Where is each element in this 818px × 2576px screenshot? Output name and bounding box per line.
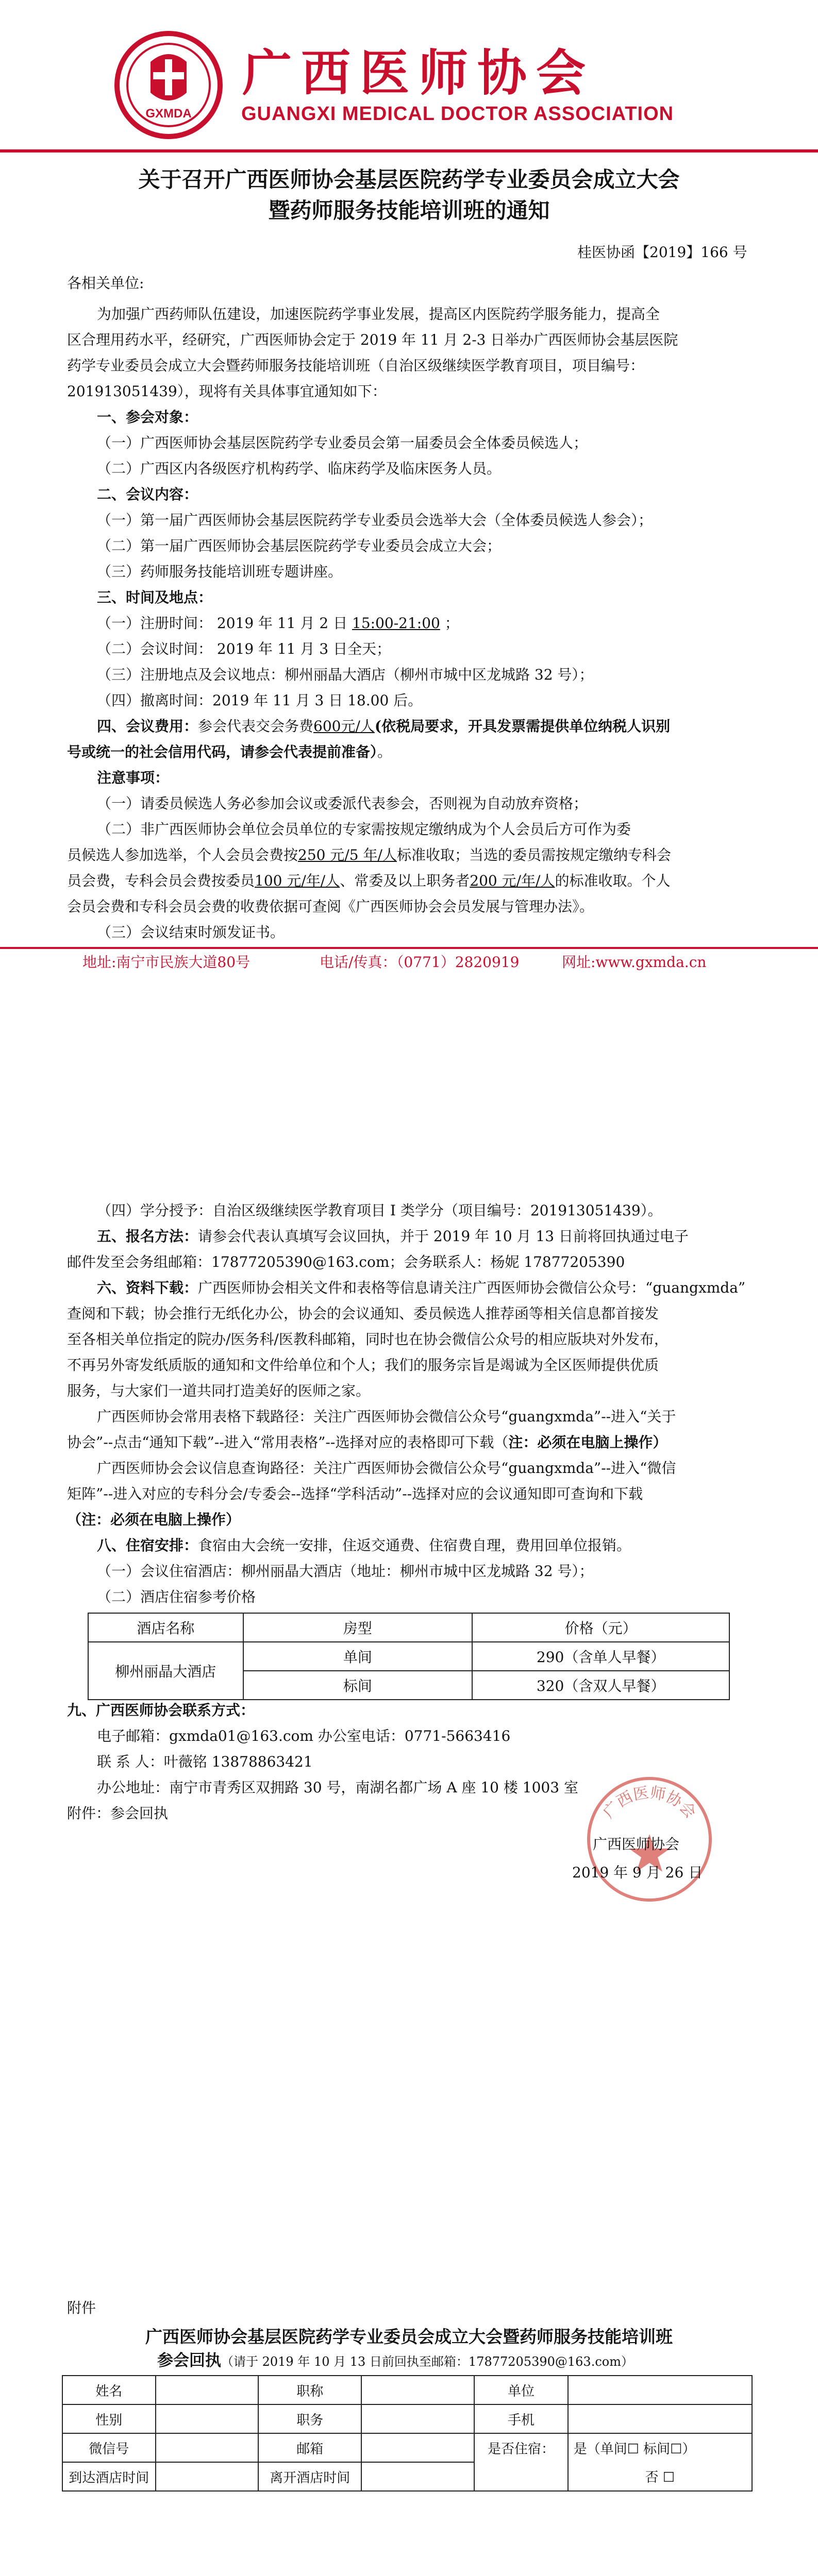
form-label: 手机 (474, 2404, 567, 2433)
table-row (62, 2376, 752, 2404)
fee-period: 。 (377, 743, 392, 760)
org-name-cn: 广西医师协会 (242, 44, 595, 102)
meeting-info-path-line2: 矩阵”--进入对应的专科分会/专委会--选择“学科活动”--选择对应的会议通知即可查询和下载 (67, 1485, 643, 1502)
table-header-cell: 房型 (243, 1613, 473, 1642)
hotel-price-caption: （二）酒店住宿参考价格 (97, 1588, 256, 1605)
footer-address: 地址:南宁市民族大道80号 (82, 954, 251, 971)
table-row (62, 2462, 752, 2491)
section-accommodation-heading: 八、住宿安排： (97, 1537, 198, 1554)
mobile-field[interactable] (568, 2404, 752, 2433)
content-item: （一）第一届广西医师协会基层医院药学专业委员会选举大会（全体委员候选人参会）； (97, 512, 653, 529)
doc-number: 桂医协函【2019】166 号 (577, 244, 747, 261)
fee-text: 参会代表交会务费 (198, 718, 314, 735)
intro-line: 201913051439），现将有关具体事宜通知如下： (67, 383, 387, 400)
footer-website: 网址:www.gxmda.cn (562, 954, 707, 971)
greeting: 各相关单位: (67, 275, 144, 292)
forms-path-line2 (67, 1432, 667, 1453)
logo-lettering: GXMDA (145, 107, 192, 121)
notice-title-line2: 暨药师服务技能培训班的通知 (268, 198, 550, 223)
download-line: 服务，与大家们一道共同打造美好的医师之家。 (67, 1382, 371, 1399)
intro-line: 药学专业委员会成立大会暨药师服务技能培训班（自治区级继续医学教育项目，项目编号： (67, 357, 645, 374)
association-logo (114, 31, 223, 139)
fee-line2 (67, 742, 392, 762)
letterhead (0, 0, 818, 170)
table-header-cell: 价格（元） (472, 1613, 729, 1642)
stay-yes-options[interactable]: 是（单间☐ 标间☐） (568, 2433, 752, 2462)
table-row (88, 1642, 729, 1671)
reply-form-heading: 参会回执 (157, 2351, 221, 2370)
unit-field[interactable] (568, 2376, 752, 2404)
form-label: 单位 (474, 2376, 567, 2404)
meeting-time: （二）会议时间： 2019 年 11 月 3 日全天； (97, 640, 391, 657)
form-label: 到达酒店时间 (62, 2462, 156, 2491)
reply-form-table (62, 2375, 753, 2492)
form-label: 离开酒店时间 (258, 2462, 361, 2491)
member-fee: 250 元/5 年/人 (298, 846, 397, 863)
note-item-member-fee (67, 845, 671, 866)
fee-invoice-note: (依税局要求，开具发票需提供单位纳税人识别 (374, 718, 671, 735)
section-registration-heading: 五、报名方法： (97, 1228, 198, 1245)
wechat-field[interactable] (156, 2433, 259, 2462)
seal-lettering: 广西医师协会 (599, 1784, 699, 1822)
hotel-price-table (88, 1613, 730, 1700)
attachment-subtitle (157, 2350, 633, 2372)
participants-item: （一）广西医师协会基层医院药学专业委员会第一届委员会全体委员候选人； (97, 434, 588, 451)
note-text: 员候选人参加选举，个人会员会费按 (67, 846, 298, 863)
fee-line1 (97, 716, 670, 737)
section-download-heading: 六、资料下载： (97, 1279, 198, 1296)
standing-committee-fee: 200 元/年/人 (470, 872, 555, 889)
form-label: 微信号 (62, 2433, 156, 2462)
form-label: 职务 (258, 2404, 361, 2433)
table-row (62, 2433, 752, 2462)
intro-line: 为加强广西药师队伍建设，加速医院药学事业发展，提高区内医院药学服务能力，提高全 (97, 306, 660, 323)
departure-time-field[interactable] (361, 2462, 474, 2491)
credit-award: （四）学分授予：自治区级继续医学教育项目 I 类学分（项目编号：201913051439）。 (97, 1202, 662, 1219)
fee-invoice-note-cont: 号或统一的社会信用代码，请参会代表提前准备） (67, 743, 378, 760)
registration-line2: 邮件发至会务组邮箱：17877205390@163.com；会务联系人：杨妮 17877205390 (67, 1253, 625, 1270)
content-item: （三）药师服务技能培训班专题讲座。 (97, 563, 343, 580)
hotel-info: （一）会议住宿酒店：柳州丽晶大酒店（地址：柳州市城中区龙城路 32 号）； (97, 1563, 594, 1580)
download-line1 (97, 1278, 745, 1298)
header-rule (0, 149, 818, 152)
accommodation-text: 食宿由大会统一安排，住返交通费、住宿费自理，费用回单位报销。 (198, 1537, 631, 1554)
intro-line: 区合理用药水平，经研究，广西医师协会定于 2019 年 11 月 2-3 日举办广西医师协会基层医院 (67, 331, 678, 348)
meeting-info-path-note: （注：必须在电脑上操作） (67, 1511, 241, 1528)
meeting-venue: （三）注册地点及会议地点：柳州丽晶大酒店（柳州市城中区龙城路 32 号）； (97, 666, 594, 683)
download-line: 查阅和下载；协会推行无纸化办公，协会的会议通知、委员候选人推荐函等相关信息都首接发 (67, 1305, 659, 1322)
note-text: 的标准收取。个人 (555, 872, 671, 889)
email-field[interactable] (361, 2433, 474, 2462)
download-text: 广西医师协会相关文件和表格等信息请关注广西医师协会微信公众号：“guangxmda” (198, 1279, 746, 1296)
fee-amount: 600元/人 (313, 718, 375, 735)
attachment-note: 附件：参会回执 (67, 1805, 169, 1822)
table-row (62, 2404, 752, 2433)
note-text: 、常委及以上职务者 (340, 872, 470, 889)
price-cell: 320（含双人早餐） (472, 1671, 729, 1700)
price-cell: 290（含单人早餐） (472, 1642, 729, 1671)
contact-email-phone: 电子邮箱：gxmda01@163.com 办公室电话：0771-5663416 (97, 1727, 511, 1744)
form-label: 职称 (258, 2376, 361, 2404)
signing-org: 广西医师协会 (593, 1836, 680, 1853)
section-participants-heading: 一、参会对象： (97, 409, 198, 426)
form-label: 性别 (62, 2404, 156, 2433)
attachment-title: 广西医师协会基层医院药学专业委员会成立大会暨药师服务技能培训班 (145, 2327, 673, 2347)
notes-heading: 注意事项： (97, 769, 170, 786)
download-line: 至各相关单位指定的院办/医务科/医教科邮箱，同时也在协会微信公众号的相应版块对外发布， (67, 1331, 669, 1348)
note-text: 标准收取；当选的委员需按规定缴纳专科会 (396, 846, 671, 863)
table-header-row (88, 1613, 729, 1642)
registration-time (97, 613, 459, 634)
room-type-cell: 单间 (243, 1642, 473, 1671)
position-field[interactable] (361, 2404, 474, 2433)
section-fee-heading: 四、会议费用： (97, 718, 198, 735)
section-time-place-heading: 三、时间及地点： (97, 589, 213, 606)
registration-line1 (97, 1226, 689, 1247)
footer-phone: 电话/传真：（0771）2820919 (320, 954, 520, 971)
note-item: 会员会费和专科会员会费的收费依据可查阅《广西医师协会会员发展与管理办法》。 (67, 898, 594, 915)
title-field[interactable] (361, 2376, 474, 2404)
accommodation-line (97, 1535, 631, 1556)
contact-person: 联 系 人：叶薇铭 13878863421 (97, 1753, 313, 1770)
note-item-committee-fee (67, 871, 670, 891)
stay-no-option[interactable]: 否 ☐ (568, 2462, 752, 2491)
form-label: 邮箱 (258, 2433, 361, 2462)
note-item: （三）会议结束时颁发证书。 (97, 924, 285, 941)
content-item: （二）第一届广西医师协会基层医院药学专业委员会成立大会； (97, 537, 502, 554)
footer-rule (0, 947, 818, 949)
contact-address: 办公地址：南宁市青秀区双拥路 30 号，南湖名都广场 A 座 10 楼 1003 室 (97, 1779, 578, 1796)
signing-date: 2019 年 9 月 26 日 (572, 1864, 703, 1881)
section-contact-heading: 九、广西医师协会联系方式： (67, 1702, 255, 1719)
form-label: 是否住宿： (474, 2433, 567, 2462)
registration-time-label: （一）注册时间： 2019 年 11 月 2 日 (97, 615, 353, 632)
hotel-name-cell: 柳州丽晶大酒店 (88, 1642, 243, 1700)
notice-title-line1: 关于召开广西医师协会基层医院药学专业委员会成立大会 (138, 167, 680, 192)
committee-fee: 100 元/年/人 (255, 872, 340, 889)
arrival-time-field[interactable] (156, 2462, 259, 2491)
forms-path-note: 注：必须在电脑上操作） (508, 1434, 667, 1451)
gender-field[interactable] (156, 2404, 259, 2433)
registration-time-hours: 15:00-21:00 (352, 615, 440, 632)
room-type-cell: 标间 (243, 1671, 473, 1700)
meeting-info-path-line1: 广西医师协会会议信息查询路径：关注广西医师协会微信公众号“guangxmda”--进入“微信 (97, 1460, 676, 1477)
forms-path-text: 协会”--点击“通知下载”--进入“常用表格”--选择对应的表格即可下载（ (67, 1434, 509, 1451)
name-field[interactable] (156, 2376, 259, 2404)
table-header-cell: 酒店名称 (88, 1613, 243, 1642)
form-label: 姓名 (62, 2376, 156, 2404)
attachment-label: 附件 (67, 2299, 96, 2316)
forms-path-line1: 广西医师协会常用表格下载路径：关注广西医师协会微信公众号“guangxmda”--进入“关于 (97, 1408, 676, 1425)
participants-item: （二）广西区内各级医疗机构药学、临床药学及临床医务人员。 (97, 460, 502, 477)
section-content-heading: 二、会议内容： (97, 486, 198, 503)
note-text: 员会费，专科会员会费按委员 (67, 872, 255, 889)
departure-time: （四）撤离时间：2019 年 11 月 3 日 18.00 后。 (97, 692, 423, 709)
form-label (474, 2462, 567, 2491)
download-line: 不再另外寄发纸质版的通知和文件给单位和个人；我们的服务宗旨是竭诚为全区医师提供优质 (67, 1357, 659, 1374)
reply-deadline: （请于 2019 年 10 月 13 日前回执至邮箱：17877205390@163.com） (221, 2354, 633, 2369)
org-name-en: GUANGXI MEDICAL DOCTOR ASSOCIATION (241, 103, 674, 125)
note-item: （一）请委员候选人务必参加会议或委派代表参会，否则视为自动放弃资格； (97, 795, 588, 812)
registration-text: 请参会代表认真填写会议回执，并于 2019 年 10 月 13 日前将回执通过电子 (198, 1228, 689, 1245)
note-item: （二）非广西医师协会单位会员单位的专家需按规定缴纳成为个人会员后方可作为委 (97, 821, 631, 838)
registration-time-end: ； (440, 615, 459, 632)
